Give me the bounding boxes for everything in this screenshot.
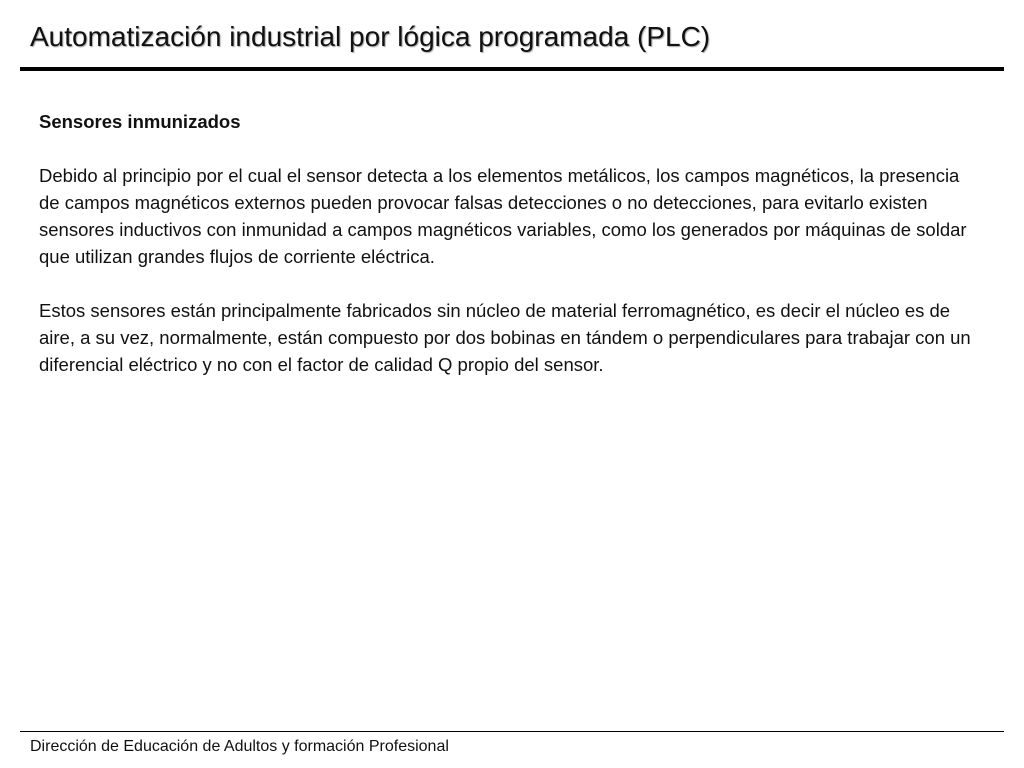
slide-title: Automatización industrial por lógica programada (PLC) — [30, 21, 711, 52]
paragraph-1: Debido al principio por el cual el sensor detecta a los elementos metálicos, los campos magnéticos, la presencia de campos magnéticos externos pueden provocar falsas detecciones o no detecciones, para evitarlo existen sensores inductivos con inmunidad a campos magnéticos variables, como los generados por máquinas de soldar que utilizan grandes flujos de corriente eléctrica. — [39, 165, 967, 267]
paragraph-2: Estos sensores están principalmente fabricados sin núcleo de material ferromagnético, es decir el núcleo es de aire, a su vez, normalmente, están compuesto por dos bobinas en tándem o perpendiculares para trabajar con un diferencial eléctrico y no con el factor de calidad Q propio del sensor. — [39, 300, 971, 375]
section-heading: Sensores inmunizados — [39, 111, 241, 132]
footer-text: Dirección de Educación de Adultos y formación Profesional — [30, 738, 449, 755]
title-divider — [20, 67, 1004, 71]
slide-content — [39, 108, 984, 378]
footer-divider — [20, 731, 1004, 732]
